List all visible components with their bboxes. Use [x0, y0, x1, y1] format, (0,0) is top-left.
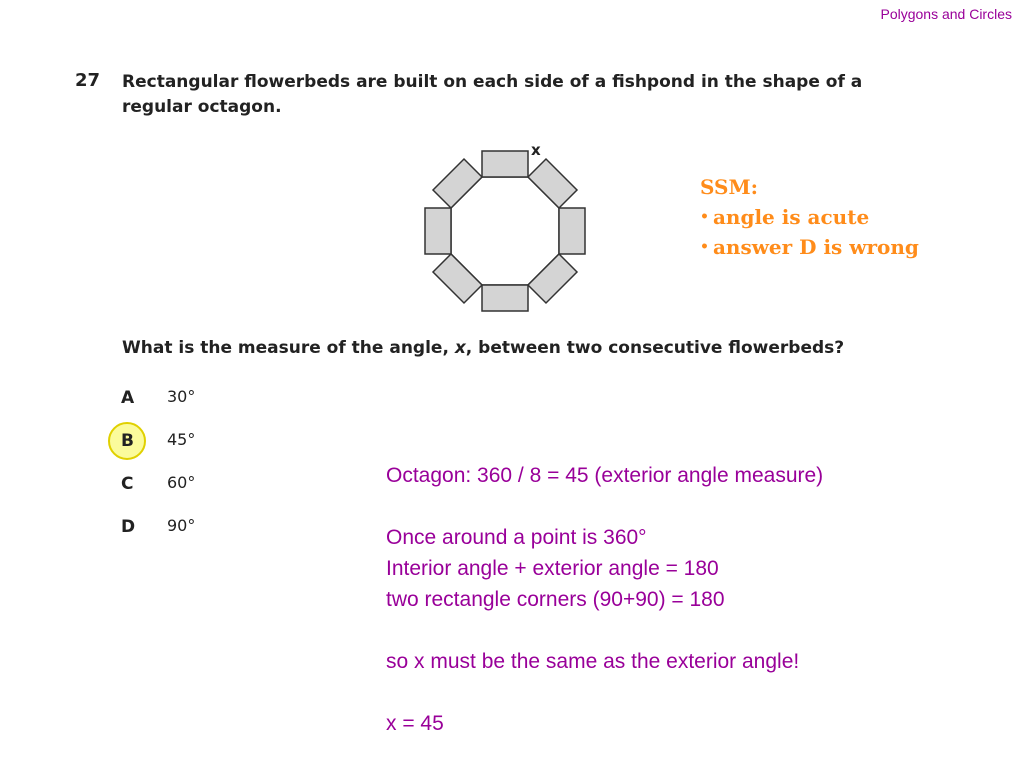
octagon-figure — [420, 140, 590, 315]
flowerbed-left — [425, 208, 451, 254]
question-stem: Rectangular flowerbeds are built on each side of a fishpond in the shape of a regular octagon. — [122, 72, 863, 117]
angle-x-label: x — [531, 141, 541, 159]
ssm-heading: SSM: — [700, 175, 758, 199]
question-number: 27 — [75, 70, 101, 91]
explanation-line: Interior angle + exterior angle = 180 — [386, 557, 719, 580]
flowerbed-top — [482, 151, 528, 177]
choice-value: 90° — [167, 516, 196, 535]
explanation-line: x = 45 — [386, 712, 444, 735]
explanation-line: two rectangle corners (90+90) = 180 — [386, 588, 725, 611]
choice-c[interactable] — [113, 468, 233, 511]
choice-letter: D — [121, 517, 136, 537]
choice-letter: B — [121, 431, 134, 451]
question-prompt: What is the measure of the angle, x, between two consecutive flowerbeds? — [122, 338, 845, 358]
choice-value: 60° — [167, 473, 196, 492]
flowerbed-right — [559, 208, 585, 254]
choice-value: 30° — [167, 387, 196, 406]
ssm-bullet: • angle is acute — [700, 202, 919, 232]
choice-b[interactable] — [113, 425, 233, 468]
answer-choices — [113, 382, 233, 554]
explanation-line: Octagon: 360 / 8 = 45 (exterior angle measure) — [386, 464, 824, 487]
choice-a[interactable] — [113, 382, 233, 425]
explanation-line: so x must be the same as the exterior angle! — [386, 650, 800, 673]
header-title: Polygons and Circles — [880, 6, 1012, 22]
octagon-pond — [451, 177, 559, 285]
ssm-bullet: • answer D is wrong — [700, 232, 919, 262]
choice-letter: C — [121, 474, 134, 494]
choice-d[interactable] — [113, 511, 233, 554]
choice-letter: A — [121, 388, 135, 408]
explanation-line: Once around a point is 360° — [386, 526, 647, 549]
ssm-note — [700, 172, 919, 262]
explanation — [386, 460, 823, 739]
flowerbed-bottom — [482, 285, 528, 311]
choice-value: 45° — [167, 430, 196, 449]
